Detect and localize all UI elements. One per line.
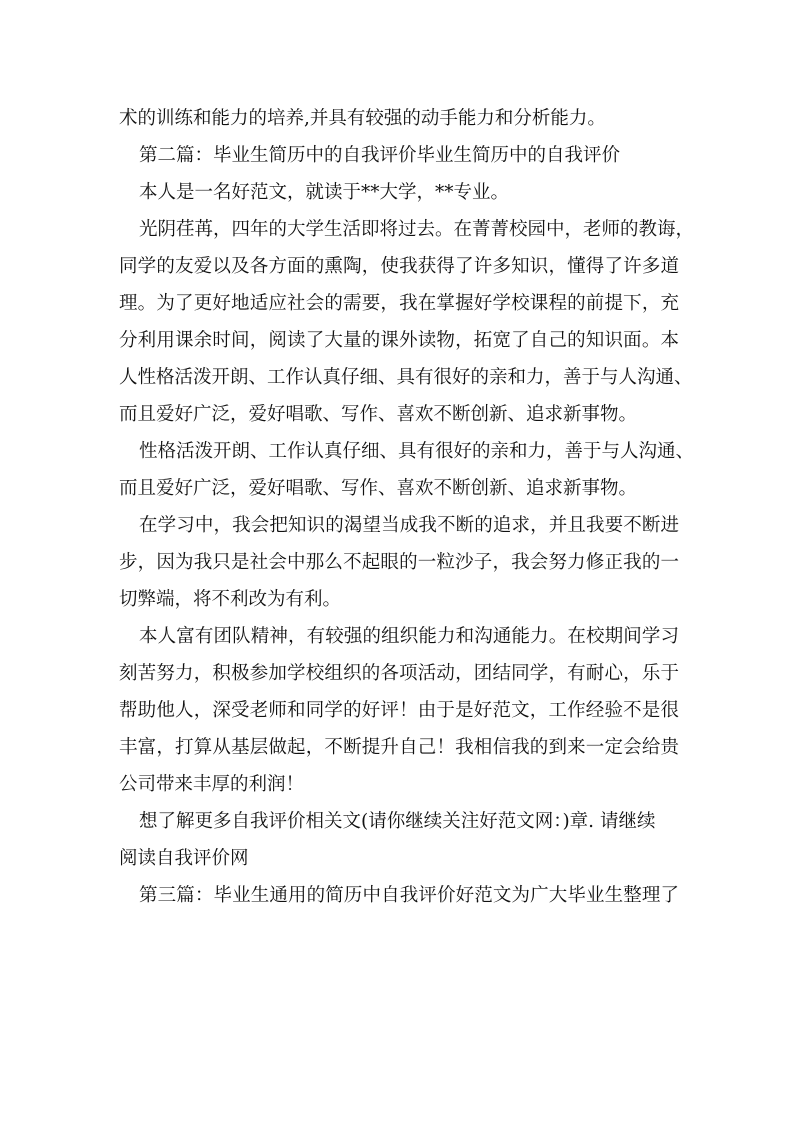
- document-body: [119, 100, 695, 914]
- text-line: 本人富有团队精神，有较强的组织能力和沟通能力。在校期间学习: [139, 626, 679, 647]
- text-line: 想了解更多自我评价相关文(请你继续关注好范文网：)章. 请继续: [139, 811, 656, 832]
- link-text-line: 阅读自我评价网: [119, 848, 249, 869]
- text-line: 同学的友爱以及各方面的熏陶，使我获得了许多知识，懂得了许多道: [119, 256, 679, 277]
- text-line: 光阴荏苒，四年的大学生活即将过去。在菁菁校园中，老师的教诲，: [139, 219, 695, 240]
- text-line: 在学习中，我会把知识的渴望当成我不断的追求，并且我要不断进: [139, 515, 679, 536]
- text-line: 帮助他人，深受老师和同学的好评！由于是好范文，工作经验不是很: [119, 700, 679, 721]
- text-line: 而且爱好广泛，爱好唱歌、写作、喜欢不断创新、追求新事物。: [119, 404, 638, 425]
- text-line: 刻苦努力，积极参加学校组织的各项活动，团结同学，有耐心，乐于: [119, 663, 679, 684]
- text-line: 丰富，打算从基层做起，不断提升自己！我相信我的到来一定会给贵: [119, 737, 679, 758]
- text-line: 本人是一名好范文，就读于**大学，**专业。: [139, 182, 510, 203]
- text-line: 步，因为我只是社会中那么不起眼的一粒沙子，我会努力修正我的一: [119, 552, 679, 573]
- text-line: 理。为了更好地适应社会的需要，我在掌握好学校课程的前提下，充: [119, 293, 679, 314]
- section-heading-3: 第三篇：毕业生通用的简历中自我评价好范文为广大毕业生整理了: [139, 885, 679, 906]
- text-line: 人性格活泼开朗、工作认真仔细、具有很好的亲和力，善于与人沟通、: [119, 367, 693, 388]
- text-line: 切弊端，将不利改为有利。: [119, 589, 342, 610]
- text-line: 分利用课余时间，阅读了大量的课外读物，拓宽了自己的知识面。本: [119, 330, 679, 351]
- text-line: 术的训练和能力的培养,并具有较强的动手能力和分析能力。: [119, 108, 606, 129]
- text-line: 性格活泼开朗、工作认真仔细、具有很好的亲和力，善于与人沟通、: [139, 441, 695, 462]
- section-heading-2: 第二篇：毕业生简历中的自我评价毕业生简历中的自我评价: [139, 145, 621, 166]
- text-line: 而且爱好广泛，爱好唱歌、写作、喜欢不断创新、追求新事物。: [119, 478, 638, 499]
- text-line: 公司带来丰厚的利润！: [119, 774, 305, 795]
